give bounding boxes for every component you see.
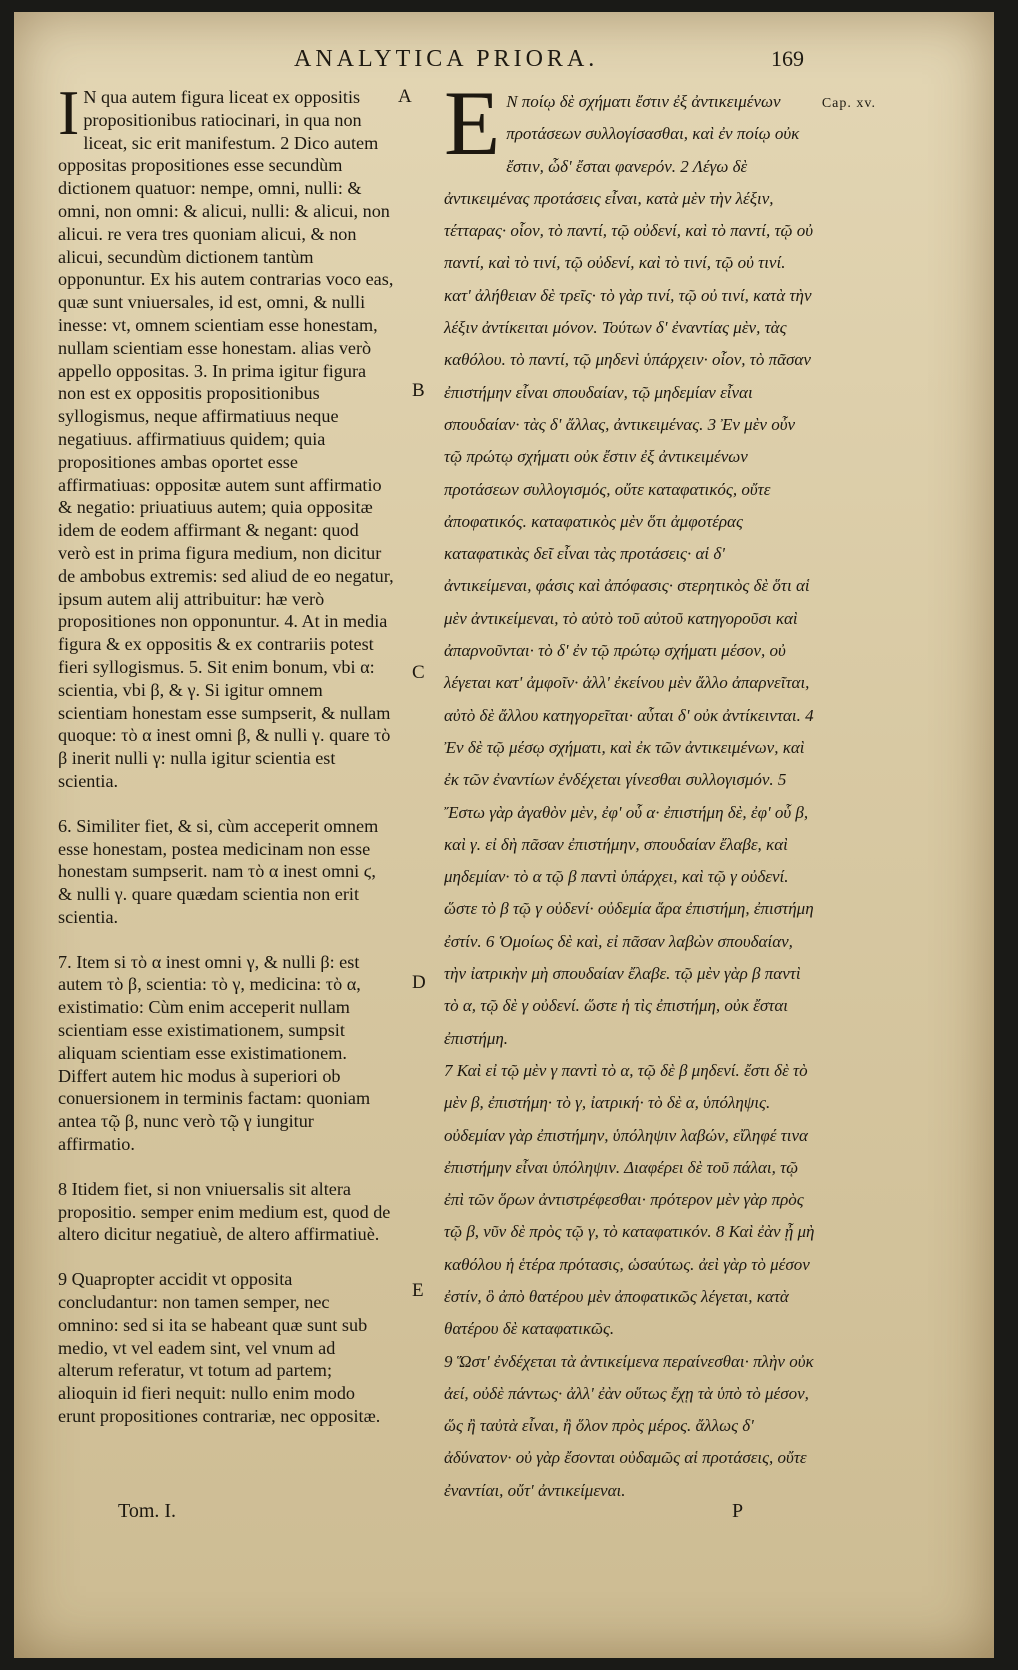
greek-paragraph-1 (444, 72, 816, 1055)
page-number: 169 (771, 46, 804, 71)
latin-column (58, 77, 394, 1428)
latin-paragraph-6: 6. Similiter fiet, & si, cùm acceperit omnem esse honestam, postea medicinam non esse honestam sumpserit. nam τὸ α inest omni ϛ, & nulli γ. quare quædam scientia non erit scientia. (58, 815, 379, 927)
latin-paragraph-8: 8 Itidem fiet, si non vniuersalis sit altera propositio. semper enim medium est, quod de altero dicitur negatiuè, de altero affirmatiuè. (58, 1178, 391, 1245)
book-page (14, 12, 994, 1658)
chapter-marker: Cap. xv. (821, 96, 876, 111)
margin-letter-c: C (412, 662, 425, 683)
greek-drop-initial: Ε (444, 72, 501, 174)
greek-text-1: Ν ποίῳ δὲ σχήματι ἔστιν ἐξ ἀντικειμένων προτάσεων συλλογίσασθαι, καὶ ἐν ποίῳ οὐκ ἔστιν, ὧδ' ἔσται φανερόν. 2 Λέγω δὲ ἀντικειμένας προτάσεις εἶναι, κατὰ μὲν τὴν λέξιν, τέτταρας· οἷον, τὸ παντί, τῷ οὐδενί, καὶ τὸ παντί, τῷ οὐ παντί, καὶ τὸ τινί, τῷ οὐδενί, καὶ τὸ τινί, τῷ οὐ τινί. κατ' ἀλήθειαν δὲ τρεῖς· τὸ γὰρ τινί, τῷ οὐ τινί, κατὰ τὴν λέξιν ἀντίκειται μόνον. Τούτων δ' ἐναντίας μὲν, τὰς καθόλου. τὸ παντί, τῷ μηδενὶ ὑπάρχειν· οἷον, τὸ πᾶσαν ἐπιστήμην εἶναι σπουδαίαν, τῷ μηδεμίαν εἶναι σπουδαίαν· τὰς δ' ἄλλας, ἀντικειμένας. 3 Ἐν μὲν οὖν τῷ πρώτῳ σχήματι οὐκ ἔστιν ἐξ ἀντικειμένων προτάσεων συλλογισμός, οὔτε καταφατικός, οὔτε ἀποφατικός. καταφατικὸς μὲν ὅτι ἀμφοτέρας καταφατικὰς δεῖ εἶναι τὰς προτάσεις· αἱ δ' ἀντικείμεναι, φάσις καὶ ἀπόφασις· στερητικὸς δὲ ὅτι αἱ μὲν ἀντικείμεναι, τὸ αὐτὸ τοῦ αὐτοῦ κατηγοροῦσι καὶ ἀπαρνοῦνται· τὸ δ' ἐν τῷ πρώτῳ σχήματι μέσον, οὐ λέγεται κατ' ἀμφοῖν· ἀλλ' ἐκείνου μὲν ἄλλο ἀπαρνεῖται, αὐτὸ δὲ ἄλλου κατηγορεῖται· αὗται δ' οὐκ ἀντίκεινται. 4 Ἐν δὲ τῷ μέσῳ σχήματι, καὶ ἐκ τῶν ἀντικειμένων, καὶ ἐκ τῶν ἐναντίων ἐνδέχεται γίνεσθαι συλλογισμόν. 5 Ἔστω γὰρ ἀγαθὸν μὲν, ἐφ' οὗ α· ἐπιστήμη δὲ, ἐφ' οὗ β, καὶ γ. εἰ δὴ πᾶσαν ἐπιστήμην, σπουδαίαν ἔλαβε, καὶ μηδεμίαν· τὸ α τῷ β παντὶ ὑπάρχει, καὶ τῷ γ οὐδενί. ὥστε τὸ β τῷ γ οὐδενί· οὐδεμία ἄρα ἐπιστήμη, ἐπιστήμη ἐστίν. 6 Ὁμοίως δὲ καὶ, εἰ πᾶσαν λαβὼν σπουδαίαν, τὴν ἰατρικὴν μὴ σπουδαίαν ἔλαβε. τῷ μὲν γὰρ β παντὶ τὸ α, τῷ δὲ γ οὐδενί. ὥστε ἡ τὶς ἐπιστήμη, οὐκ ἔσται ἐπιστήμη. (444, 92, 814, 1048)
latin-paragraph-9: 9 Quapropter accidit vt opposita concludantur: non tamen semper, nec omnino: sed si ita se habeant quæ sunt sub medio, vt vel eadem sint, vel vnum ad alterum referatur, vt totum ad partem; alioquin id fieri nequit: nullo enim modo erunt propositiones contrariæ, nec oppositæ. (58, 1269, 381, 1427)
latin-drop-initial: I (58, 77, 80, 148)
margin-letter-a: A (398, 86, 412, 107)
latin-paragraph-1 (58, 77, 394, 793)
margin-letter-e: E (412, 1280, 424, 1301)
volume-mark: Tom. I. (118, 1500, 177, 1522)
running-title: ANALYTICA PRIORA. (294, 46, 599, 72)
greek-paragraph-9: 9 Ὥστ' ἐνδέχεται τὰ ἀντικείμενα περαίνεσθαι· πλὴν οὐκ ἀεί, οὐδὲ πάντως· ἀλλ' ἐὰν οὕτως ἔχῃ τὰ ὑπὸ τὸ μέσον, ὥς ἢ ταὐτὰ εἶναι, ἢ ὅλον πρὸς μέρος. ἄλλως δ' ἀδύνατον· οὐ γὰρ ἔσονται οὐδαμῶς αἱ προτάσεις, οὔτε ἐναντίαι, οὔτ' ἀντικείμεναι. (444, 1351, 814, 1500)
greek-column (444, 72, 816, 1507)
signature-mark: P (732, 1500, 744, 1522)
latin-paragraph-7: 7. Item si τὸ α inest omni γ, & nulli β: est autem τὸ β, scientia: τὸ γ, medicina: τὸ α, existimatio: Cùm enim acceperit nullam scientiam esse existimationem, sumpsit aliquam scientiam esse existimationem. Differt autem hic modus à superiori ob conuersionem in terminis factam: quoniam antea τῷ β, nunc verò τῷ γ iungitur affirmatio. (58, 951, 371, 1155)
latin-text-1: N qua autem figura liceat ex oppositis propositionibus ratiocinari, in qua non liceat, sic erit manifestum. 2 Dico autem oppositas propositiones esse secundùm dictionem quatuor: nempe, omni, nulli: & omni, non omni: & alicui, nulli: & alicui, non alicui. re vera tres quoniam alicui, & non alicui, secundùm dictionem tantùm opponuntur. Ex his autem contrarias voco eas, quæ sunt vniuersales, id est, omni, & nulli inesse: vt, omnem scientiam esse honestam, nullam scientiam esse honestam. alias verò appello oppositas. 3. In prima igitur figura non est ex oppositis propositionibus syllogismus, neque affirmatiuus neque negatiuus. affirmatiuus quidem; quia propositiones ambas oportet esse affirmatiuas: oppositæ autem sunt affirmatio & negatio: priuatiuus autem; quia oppositæ idem de eodem affirmant & negant: quod verò est in prima figura medium, non dicitur de ambobus extremis: sed aliud de eo negatur, ipsum autem alij attribuitur: hæ verò propositiones non opponuntur. 4. At in media figura & ex oppositis & ex contrariis potest fieri syllogismus. 5. Sit enim bonum, vbi α: scientia, vbi β, & γ. Si igitur omnem scientiam honestam esse sumpserit, & nullam quoque: τὸ α inest omni β, & nulli γ. quare τὸ β inerit nulli γ: nulla igitur scientia est scientia. (58, 87, 394, 791)
greek-paragraph-7: 7 Καὶ εἰ τῷ μὲν γ παντὶ τὸ α, τῷ δὲ β μηδενί. ἔστι δὲ τὸ μὲν β, ἐπιστήμη· τὸ γ, ἰατρική· τὸ δὲ α, ὑπόληψις. οὐδεμίαν γὰρ ἐπιστήμην, ὑπόληψιν λαβών, εἴληφέ τινα ἐπιστήμην εἶναι ὑπόληψιν. Διαφέρει δὲ τοῦ πάλαι, τῷ ἐπὶ τῶν ὅρων ἀντιστρέφεσθαι· πρότερον μὲν γὰρ πρὸς τῷ β, νῦν δὲ πρὸς τῷ γ, τὸ καταφατικόν. 8 Καὶ ἐὰν ᾖ μὴ καθόλου ἡ ἑτέρα πρότασις, ὡσαύτως. ἀεὶ γὰρ τὸ μέσον ἐστίν, ὃ ἀπὸ θατέρου μὲν ἀποφατικῶς λέγεται, κατὰ θατέρου δὲ καταφατικῶς. (444, 1060, 815, 1339)
margin-letter-d: D (412, 972, 426, 993)
margin-letter-b: B (412, 380, 425, 401)
